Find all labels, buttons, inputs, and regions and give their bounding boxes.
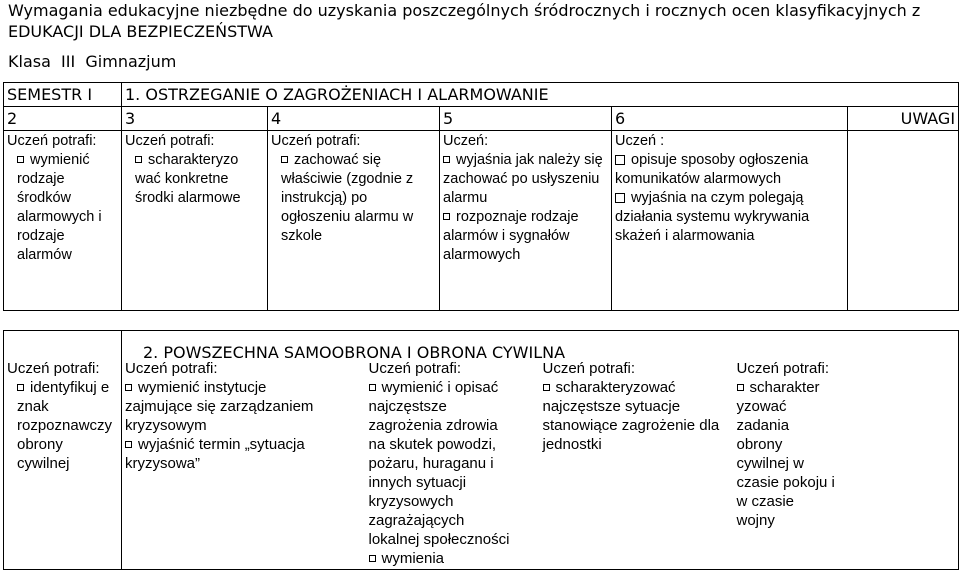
list-item: scharakteryzo wać konkretne środki alarmowe [135,152,241,206]
checkbox-bullet-icon [17,156,24,163]
checkbox-bullet-icon [737,384,744,391]
section-2-title: 2. POWSZECHNA SAMOOBRONA I OBRONA CYWILNA [143,343,566,362]
checkbox-bullet-icon [615,155,625,165]
checkbox-bullet-icon [543,384,550,391]
checkbox-bullet-icon [615,193,625,203]
grade-3-requirements [122,131,268,311]
s2-grade-5-requirements [540,331,734,570]
grade-5-requirements [440,131,612,311]
checkbox-bullet-icon [125,441,132,448]
grade-3-header: 3 [122,107,268,131]
cell-lead: Uczeń potrafi: [542,360,636,377]
list-item: scharakter yzować zadania obrony cywilnej w czasie pokoju i w czasie wojny [736,379,835,529]
list-item: rozpoznaje rodzaje alarmów i sygnałów alarmowych [443,209,579,263]
s2-grade-6-requirements [734,331,959,570]
checkbox-bullet-icon [443,156,450,163]
section-1-title: 1. OSTRZEGANIE O ZAGROŻENIACH I ALARMOWANIE [122,83,959,107]
list-item: wyjaśnić termin „sytuacja kryzysowa” [125,436,305,472]
semester-label: SEMESTR I [4,83,122,107]
grade-4-requirements [268,131,440,311]
list-item: opisuje sposoby ogłoszenia komunikatów alarmowych [615,152,809,187]
checkbox-bullet-icon [17,384,24,391]
cell-lead: Uczeń potrafi: [7,133,97,149]
document-heading [8,0,948,42]
checkbox-bullet-icon [369,555,376,562]
cell-lead: Uczeń potrafi: [271,133,361,149]
section-2-table [3,330,959,570]
grade-6-requirements [612,131,848,311]
list-item: wymienia [369,549,537,568]
grade-5-header: 5 [440,107,612,131]
class-label: Klasa III Gimnazjum [8,52,177,71]
s2-grade-4-requirements [366,331,540,570]
checkbox-bullet-icon [125,384,132,391]
grade-6-header: 6 [612,107,848,131]
s2-grade-2-requirements [4,331,122,570]
cell-lead: Uczeń potrafi: [736,360,830,377]
cell-lead: Uczeń potrafi: [368,360,462,377]
cell-lead: Uczeń : [615,133,665,149]
list-item: zachować się właściwie (zgodnie z instrukcją) po ogłoszeniu alarmu w szkole [281,152,414,244]
s2-grade-3-requirements [122,331,366,570]
heading-line-2: EDUKACJI DLA BEZPIECZEŃSTWA [8,22,273,41]
remarks-cell [848,131,959,311]
cell-lead: Uczeń: [443,133,489,149]
list-item: identyfikuj e znak rozpoznawczy obrony cywilnej [17,379,113,472]
cell-lead: Uczeń potrafi: [7,360,100,377]
heading-line-1: Wymagania edukacyjne niezbędne do uzyskania poszczególnych śródrocznych i rocznych ocen klasyfikacyjnych z [8,1,921,20]
cell-lead: Uczeń potrafi: [125,133,215,149]
checkbox-bullet-icon [281,156,288,163]
grade-4-header: 4 [268,107,440,131]
list-item: wymienić i opisać najczęstsze zagrożenia zdrowia na skutek powodzi, pożaru, huraganu i innych sytuacji kryzysowych zagrażających lokalnej społeczności [368,379,510,548]
cell-lead: Uczeń potrafi: [125,360,218,377]
list-item: wyjaśnia jak należy się zachować po usłyszeniu alarmu [443,152,603,206]
remarks-header: UWAGI [848,107,959,131]
checkbox-bullet-icon [135,156,142,163]
list-item: wyjaśnia na czym polegają działania systemu wykrywania skażeń i alarmowania [615,190,810,244]
section-1-table [3,82,959,311]
list-item: wymienić instytucje zajmujące się zarządzaniem kryzysowym [125,379,314,434]
list-item: scharakteryzować najczęstsze sytuacje stanowiące zagrożenie dla jednostki [542,379,720,453]
checkbox-bullet-icon [443,213,450,220]
grade-2-header: 2 [4,107,122,131]
list-item: wymienić rodzaje środków alarmowych i rodzaje alarmów [17,152,102,263]
grade-2-requirements [4,131,122,311]
checkbox-bullet-icon [369,384,376,391]
